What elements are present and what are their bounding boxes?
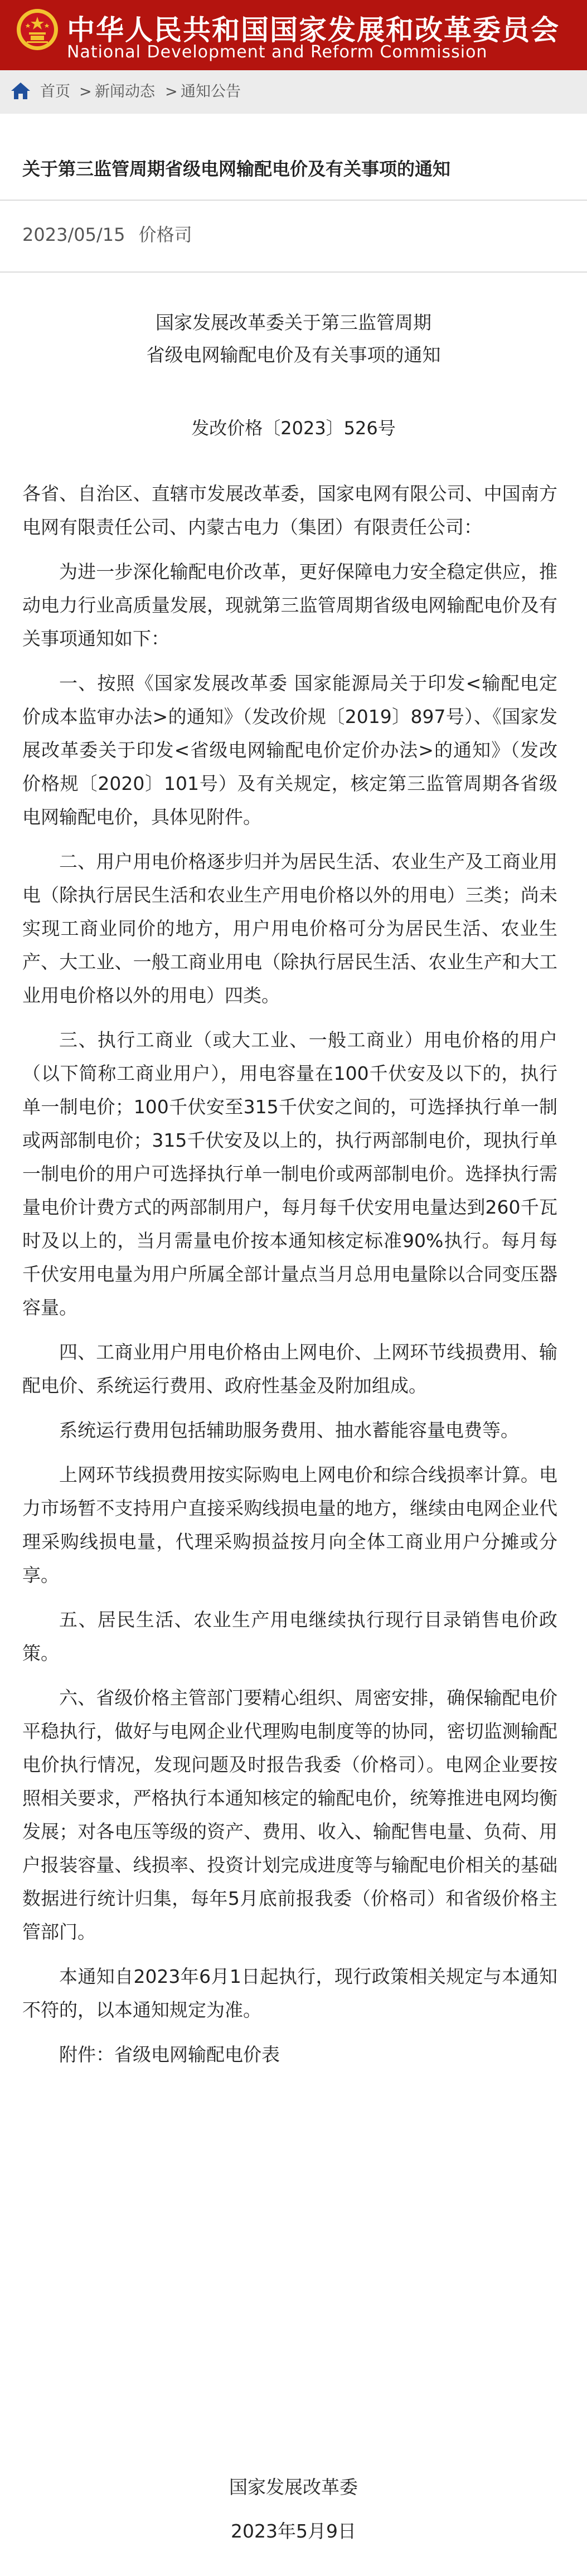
paragraph-effective: 本通知自2023年6月1日起执行，现行政策相关规定与本通知不符的，以本通知规定为准。	[22, 1966, 557, 2021]
title-divider	[0, 200, 587, 201]
document-title-line1: 国家发展改革委关于第三监管周期	[156, 312, 431, 333]
article-title: 关于第三监管周期省级电网输配电价及有关事项的通知	[22, 158, 451, 180]
signature-date: 2023年5月9日	[231, 2520, 356, 2542]
breadcrumb-separator: >	[165, 83, 178, 100]
document-title-line2: 省级电网输配电价及有关事项的通知	[146, 344, 441, 366]
site-name-cn[interactable]: 中华人民共和国国家发展和改革委员会	[67, 14, 560, 46]
paragraph-1: 一、按照《国家发展改革委 国家能源局关于印发<输配电定价成本监审办法>的通知》（发改价规〔2019〕897号）、《国家发展改革委关于印发<省级电网输配电价定价办法>的通知》（发改价格规〔2020〕101号）及有关规定，核定第三监管周期各省级电网输配电价，具体见附件。	[22, 672, 557, 828]
article-department: 价格司	[138, 224, 192, 245]
breadcrumb-separator: >	[79, 83, 92, 100]
paragraph-4b: 上网环节线损费用按实际购电上网电价和综合线损率计算。电力市场暂不支持用户直接采购线损电量的地方，继续由电网企业代理采购线损电量，代理采购损益按月向全体工商业用户分摊或分享。	[22, 1464, 557, 1586]
paragraph-intro: 为进一步深化输配电价改革，更好保障电力安全稳定供应，推动电力行业高质量发展，现就第三监管周期省级电网输配电价及有关事项通知如下：	[22, 561, 557, 649]
paragraph-4a: 系统运行费用包括辅助服务费用、抽水蓄能容量电费等。	[59, 1419, 519, 1441]
paragraph-3: 三、执行工商业（或大工业、一般工商业）用电价格的用户（以下简称工商业用户），用电容量在100千伏安及以下的，执行单一制电价；100千伏安至315千伏安之间的，可选择执行单一制或两部制电价；315千伏安及以上的，执行两部制电价，现执行单一制电价的用户可选择执行单一制电价或两部制电价。选择执行需量电价计费方式的两部制用户，每月每千伏安用电量达到260千瓦时及以上的，当月需量电价按本通知核定标准90%执行。每月每千伏安用电量为用户所属全部计量点当月总用电量除以合同变压器容量。	[22, 1029, 557, 1318]
attachment-note[interactable]: 附件：省级电网输配电价表	[59, 2044, 280, 2065]
paragraph-4: 四、工商业用户用电价格由上网电价、上网环节线损费用、输配电价、系统运行费用、政府性基金及附加组成。	[22, 1341, 557, 1396]
article-date: 2023/05/15	[22, 224, 125, 245]
site-header	[0, 0, 587, 70]
site-name-en[interactable]: National Development and Reform Commission	[67, 42, 488, 62]
meta-divider	[0, 271, 587, 273]
breadcrumb-item-news[interactable]: 新闻动态	[95, 83, 155, 100]
national-emblem-icon[interactable]	[16, 7, 59, 52]
paragraph-5: 五、居民生活、农业生产用电继续执行现行目录销售电价政策。	[22, 1609, 557, 1664]
salutation: 各省、自治区、直辖市发展改革委，国家电网有限公司、中国南方电网有限责任公司、内蒙古电力（集团）有限责任公司：	[22, 483, 557, 538]
article-meta	[22, 221, 200, 246]
document-number: 发改价格〔2023〕526号	[191, 418, 396, 439]
document-body	[22, 477, 557, 2083]
home-icon[interactable]	[10, 81, 31, 100]
paragraph-6: 六、省级价格主管部门要精心组织、周密安排，确保输配电价平稳执行，做好与电网企业代理购电制度等的协同，密切监测输配电价执行情况，发现问题及时报告我委（价格司）。电网企业要按照相关要求，严格执行本通知核定的输配电价，统筹推进电网均衡发展；对各电压等级的资产、费用、收入、输配售电量、负荷、用户报装容量、线损率、投资计划完成进度等与输配电价相关的基础数据进行统计归集，每年5月底前报我委（价格司）和省级价格主管部门。	[22, 1687, 557, 1943]
breadcrumb	[0, 70, 587, 114]
breadcrumb-item-home[interactable]: 首页	[40, 83, 70, 100]
paragraph-2: 二、用户用电价格逐步归并为居民生活、农业生产及工商业用电（除执行居民生活和农业生产用电价格以外的用电）三类；尚未实现工商业同价的地方，用户用电价格可分为居民生活、农业生产、大工业、一般工商业用电（除执行居民生活、农业生产和大工业用电价格以外的用电）四类。	[22, 851, 557, 1006]
signature-org: 国家发展改革委	[229, 2476, 358, 2498]
breadcrumb-item-notices[interactable]: 通知公告	[181, 83, 241, 100]
